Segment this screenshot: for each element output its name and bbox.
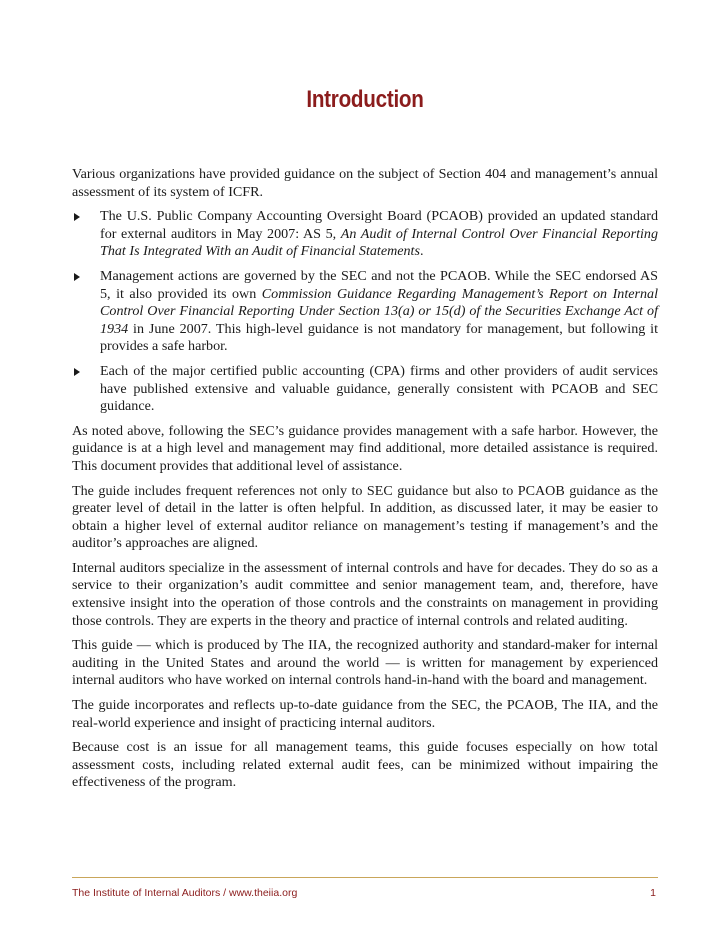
bullet-text: The U.S. Public Company Accounting Oversight Board (PCAOB) provided an updated standard for external auditors in May 2007: AS 5, (100, 208, 658, 242)
bullet-item (72, 363, 658, 416)
body-paragraph: The guide includes frequent references not only to SEC guidance but also to PCAOB guidance as the greater level of detail in the latter is often helpful. In addition, as discussed later, it may be easier to obtain a higher level of external auditor reliance on management’s testing if management’s and the auditor’s approaches are aligned. (72, 482, 658, 552)
page-title: Introduction (306, 86, 424, 113)
triangle-bullet-icon (74, 368, 80, 376)
body-paragraph: Internal auditors specialize in the assessment of internal controls and have for decades. They do so as a service to their organization’s audit committee and senior management team, and, therefore, have extensive insight into the operation of those controls and the constraints on management in providing those controls. They are experts in the theory and practice of internal controls and related auditing. (72, 559, 658, 629)
bullet-title-italic: Commission Guidance Regarding Management’s Report on Internal Control Over Financial Reporting Under Section 13(a) or 15(d) of the Securities Exchange Act of 1934 (100, 285, 658, 337)
bullet-title-italic: An Audit of Internal Control Over Financial Reporting That Is Integrated With an Audit of Financial Statements (100, 225, 658, 260)
document-page (72, 0, 658, 942)
bullet-text-end: . (419, 243, 424, 260)
body-content (72, 166, 658, 799)
intro-paragraph: Various organizations have provided guidance on the subject of Section 404 and management’s annual assessment of its system of ICFR. (72, 166, 658, 200)
bullet-list (72, 208, 658, 416)
body-paragraph: As noted above, following the SEC’s guidance provides management with a safe harbor. However, the guidance is at a high level and management may find additional, more detailed assistance is required. This document provides that additional level of assistance. (72, 422, 658, 474)
body-paragraph: This guide — which is produced by The IIA, the recognized authority and standard-maker for internal auditing in the United States and around the world — is written for management by experienced internal auditors who have worked on internal controls hand-in-hand with the board and management. (72, 637, 658, 689)
triangle-bullet-icon (74, 273, 80, 281)
bullet-item (72, 208, 658, 261)
triangle-bullet-icon (74, 213, 80, 221)
bullet-text: Management actions are governed by the SEC and not the PCAOB. While the SEC endorsed AS 5, it also provided its own (100, 267, 658, 302)
body-paragraph: Because cost is an issue for all management teams, this guide focuses especially on how total assessment costs, including related external audit fees, can be minimized without impairing the effectiveness of the program. (72, 739, 658, 791)
footer-source: The Institute of Internal Auditors / www.theiia.org (72, 887, 298, 899)
bullet-item (72, 268, 658, 356)
footer-divider (72, 877, 658, 878)
bullet-text-end: in June 2007. This high-level guidance is not mandatory for management, but following it provides a safe harbor. (100, 320, 658, 355)
body-paragraph: The guide incorporates and reflects up-to-date guidance from the SEC, the PCAOB, The IIA, and the real-world experience and insight of practicing internal auditors. (72, 697, 658, 731)
bullet-text: Each of the major certified public accounting (CPA) firms and other providers of audit services have published extensive and valuable guidance, generally consistent with PCAOB and SEC guidance. (100, 362, 658, 415)
page-number: 1 (650, 887, 656, 899)
